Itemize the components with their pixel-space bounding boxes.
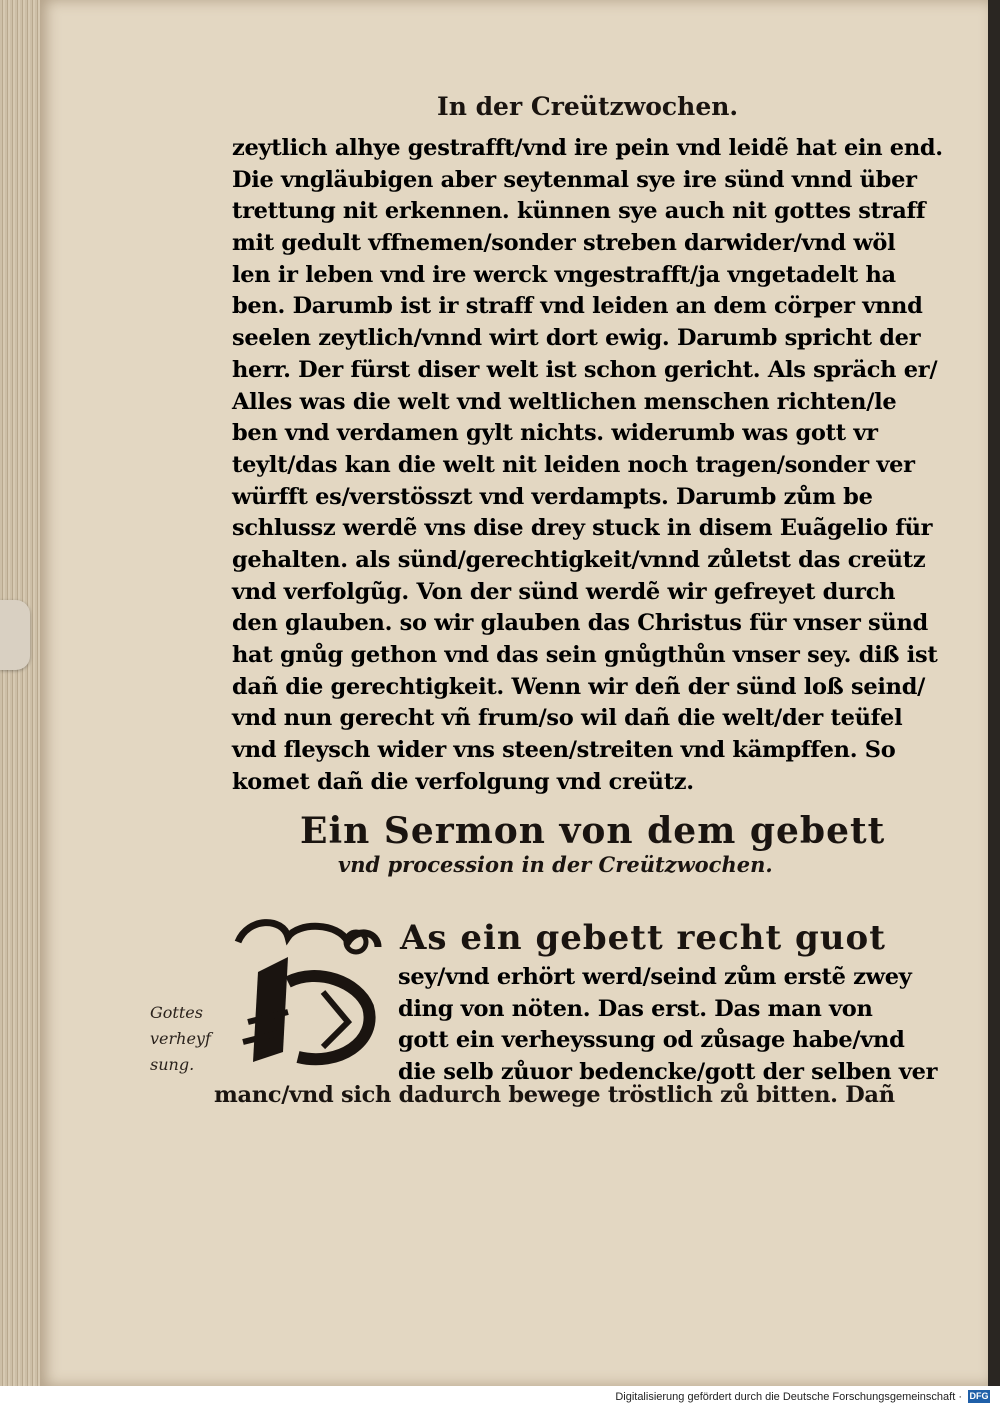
book-page-edges (0, 0, 40, 1386)
text-line: vnd verfolgũg. Von der sünd werdẽ wir gefreyet durch (232, 578, 896, 605)
text-line: gehalten. als sünd/gerechtigkeit/vnnd zůletst das creütz (232, 546, 926, 573)
margin-note-line: Gottes (150, 1003, 203, 1022)
sermon-subtitle: vnd procession in der Creützwochen. (338, 852, 773, 877)
dfg-logo[interactable]: DFG (969, 1391, 989, 1401)
text-line: seelen zeytlich/vnnd wirt dort ewig. Darumb spricht der (232, 325, 921, 352)
text-line: vnd nun gerecht vñ frum/so wil dañ die welt/der teüfel (232, 705, 903, 732)
text-line: schlussz werdẽ vns dise drey stuck in disem Euãgelio für (232, 515, 933, 542)
text-line: den glauben. so wir glauben das Christus für vnser sünd (232, 610, 928, 637)
running-head: In der Creützwochen. (437, 92, 739, 121)
sermon-title: Ein Sermon von dem gebett (300, 810, 886, 852)
text-line: gott ein verheyssung od zůsage habe/vnd (398, 1027, 905, 1054)
margin-note-line: verheyf (150, 1029, 211, 1048)
decorated-initial-icon (228, 912, 388, 1072)
text-line: zeytlich alhye gestrafft/vnd ire pein vnd leidẽ hat ein end. (232, 135, 943, 161)
text-line: mit gedult vffnemen/sonder streben darwider/vnd wöl (232, 230, 896, 257)
text-line: ding von nöten. Das erst. Das man von (398, 995, 873, 1022)
sermon-last-line: manc/vnd sich dadurch bewege tröstlich zů bitten. Dañ (214, 1082, 895, 1108)
text-line: sey/vnd erhört werd/seind zům erstẽ zwey (398, 964, 912, 990)
text-line: herr. Der fürst diser welt ist schon gericht. Als spräch er/ (232, 356, 938, 383)
sermon-body (398, 962, 938, 1089)
text-line: ben vnd verdamen gylt nichts. widerumb was gott vr (232, 420, 878, 447)
bookmark-tab (0, 600, 30, 670)
funding-notice: Digitalisierung gefördert durch die Deutsche Forschungsgemeinschaft · (615, 1391, 962, 1403)
text-line: ben. Darumb ist ir straff vnd leiden an dem cörper vnnd (232, 293, 923, 320)
text-line: trettung nit erkennen. künnen sye auch nit gottes straff (232, 198, 926, 225)
text-line: vnd fleysch wider vns steen/streiten vnd kämpffen. So (232, 737, 896, 764)
margin-note (150, 1000, 220, 1078)
text-line: würfft es/verstösszt vnd verdampts. Darumb zům be (232, 483, 873, 510)
text-line: teylt/das kan die welt nit leiden noch tragen/sonder ver (232, 451, 915, 478)
margin-note-line: sung. (150, 1055, 195, 1074)
text-line: Die vngläubigen aber seytenmal sye ire sünd vnnd über (232, 166, 917, 193)
body-text (232, 133, 943, 798)
text-line: komet dañ die verfolgung vnd creütz. (232, 768, 694, 795)
text-line: hat gnůg gethon vnd das sein gnůgthůn vnser sey. diß ist (232, 642, 938, 668)
footer-bar (0, 1386, 1000, 1408)
text-line: len ir leben vnd ire werck vngestrafft/ja vngetadelt ha (232, 261, 896, 288)
text-line: dañ die gerechtigkeit. Wenn wir deñ der sünd loß seind/ (232, 673, 926, 700)
text-line: die selb zůuor bedencke/gott der selben ver (398, 1059, 938, 1086)
sermon-first-line: As ein gebett recht guot (400, 918, 886, 958)
text-line: Alles was die welt vnd weltlichen menschen richten/le (232, 388, 897, 415)
